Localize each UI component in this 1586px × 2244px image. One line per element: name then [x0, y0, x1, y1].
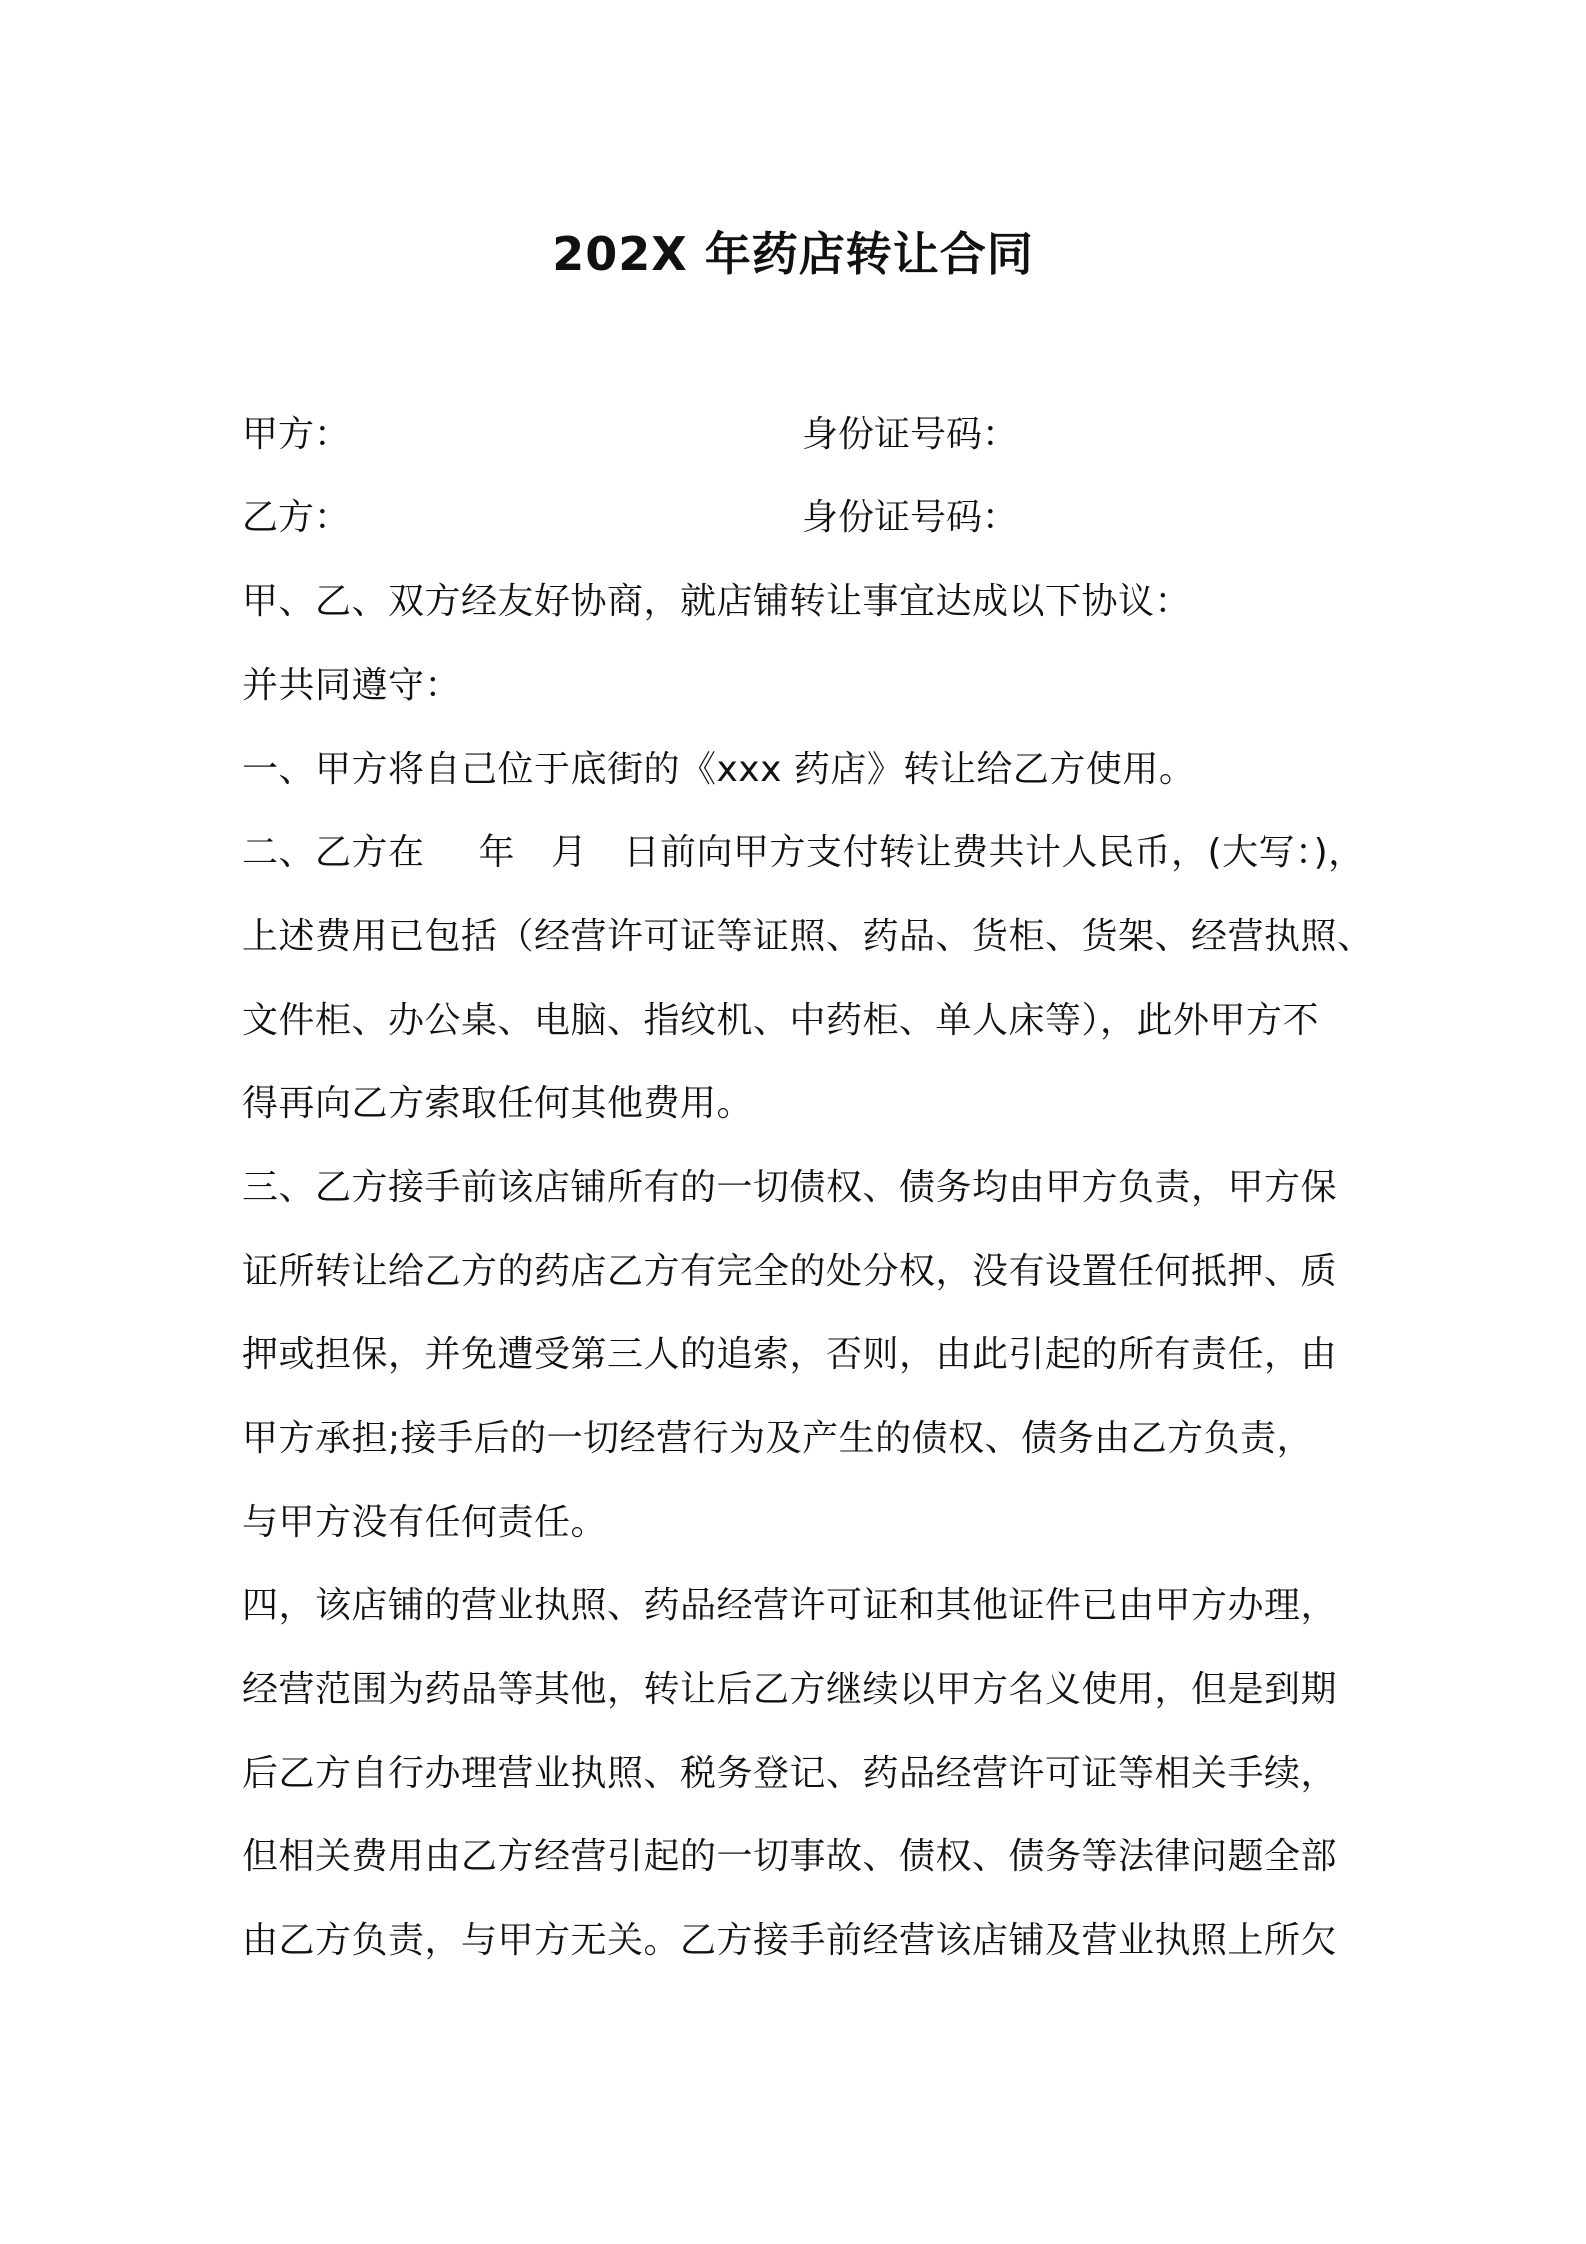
clause-3-line-2: 证所转让给乙方的药店乙方有完全的处分权，没有设置任何抵押、质 — [242, 1251, 1338, 1292]
clause-2-year: 年 — [478, 832, 516, 873]
clause-3-line-3: 押或担保，并免遭受第三人的追索，否则，由此引起的所有责任，由 — [242, 1334, 1338, 1375]
clause-4-line-5: 由乙方负责，与甲方无关。乙方接手前经营该店铺及营业执照上所欠 — [242, 1920, 1338, 1961]
clause-2-start: 二、乙方在 — [242, 832, 425, 873]
party-b-label: 乙方： — [242, 497, 351, 538]
clause-4-line-1: 四，该店铺的营业执照、药品经营许可证和其他证件已由甲方办理， — [242, 1585, 1338, 1626]
clause-3-line-4: 甲方承担;接手后的一切经营行为及产生的债权、债务由乙方负责， — [242, 1418, 1314, 1459]
clause-3-line-5: 与甲方没有任何责任。 — [242, 1502, 608, 1543]
party-b-id-label: 身份证号码： — [802, 497, 1019, 538]
clause-2-line-3: 文件柜、办公桌、电脑、指纹机、中药柜、单人床等），此外甲方不 — [242, 1000, 1320, 1041]
clause-4-line-3: 后乙方自行办理营业执照、税务登记、药品经营许可证等相关手续， — [242, 1753, 1338, 1794]
clause-2-line-1 — [242, 827, 1365, 879]
clause-2-line-4: 得再向乙方索取任何其他费用。 — [242, 1083, 754, 1124]
clause-4-line-4: 但相关费用由乙方经营引起的一切事故、债权、债务等法律问题全部 — [242, 1836, 1338, 1877]
clause-2-line-2: 上述费用已包括（经营许可证等证照、药品、货柜、货架、经营执照、 — [242, 916, 1374, 957]
clause-3-line-1: 三、乙方接手前该店铺所有的一切债权、债务均由甲方负责，甲方保 — [242, 1167, 1338, 1208]
clause-2-rest: 日前向甲方支付转让费共计人民币，(大写：)， — [623, 832, 1365, 873]
document-title: 202X 年药店转让合同 — [552, 227, 1034, 281]
clause-4-line-2: 经营范围为药品等其他，转让后乙方继续以甲方名义使用，但是到期 — [242, 1669, 1338, 1710]
party-a-label: 甲方： — [242, 414, 351, 455]
preamble-line-1: 甲、乙、双方经友好协商，就店铺转让事宜达成以下协议： — [242, 581, 1192, 622]
clause-2-month: 月 — [551, 832, 588, 873]
clause-1: 一、甲方将自己位于底街的《xxx 药店》转让给乙方使用。 — [242, 749, 1196, 790]
party-a-id-label: 身份证号码： — [802, 414, 1019, 455]
preamble-line-2: 并共同遵守： — [242, 665, 462, 706]
